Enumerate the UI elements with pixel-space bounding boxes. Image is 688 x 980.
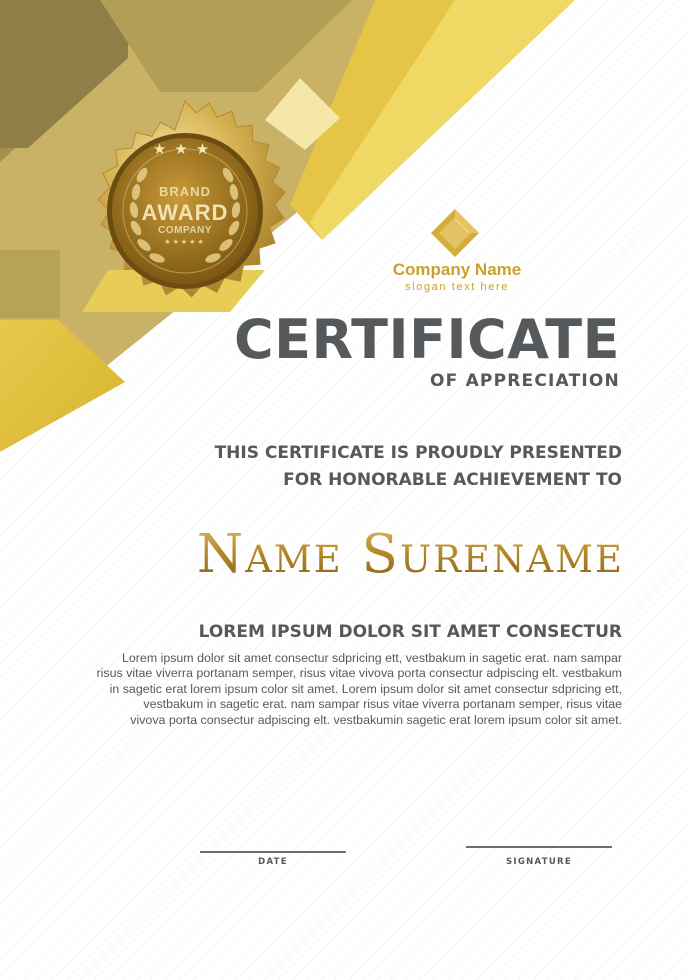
signature-line bbox=[466, 846, 612, 848]
seal-company-text: COMPANY bbox=[158, 225, 212, 236]
description-line: vivova porta consectur adpiscing elt. vestbakumin sagetic erat lorem ipsum color sit amet. bbox=[130, 712, 622, 727]
presented-text bbox=[215, 440, 622, 494]
seal-stars-top: ★★★ bbox=[152, 141, 218, 158]
date-label: DATE bbox=[258, 857, 288, 867]
certificate-title: CERTIFICATE bbox=[233, 308, 620, 371]
date-line bbox=[200, 851, 346, 853]
description-line: risus vitae viverra portanam semper, risus vitae vivova porta consectur adpiscing elt. vestbakum bbox=[96, 666, 622, 681]
presented-line-2: FOR HONORABLE ACHIEVEMENT TO bbox=[283, 470, 622, 490]
presented-line-1: THIS CERTIFICATE IS PROUDLY PRESENTED bbox=[214, 443, 622, 463]
description-line: Lorem ipsum dolor sit amet consectur sdpricing ett, vestbakum in sagetic erat. nam sampar bbox=[122, 651, 622, 665]
diamond-logo-icon bbox=[430, 208, 480, 258]
seal-brand-text: BRAND bbox=[159, 184, 211, 199]
recipient-name: Name Surename bbox=[197, 520, 624, 590]
seal-text bbox=[72, 98, 298, 324]
corner-shape-left bbox=[0, 250, 60, 318]
certificate-subtitle: OF APPRECIATION bbox=[429, 371, 620, 391]
seal-award-text: AWARD bbox=[141, 200, 229, 225]
description-line: vestbakum in sagetic erat. nam sampar risus vitae viverra portanam semper, risus vitae bbox=[143, 697, 622, 712]
seal-stars-small: ★★★★★ bbox=[164, 239, 206, 246]
company-slogan: slogan text here bbox=[405, 281, 509, 293]
company-name: Company Name bbox=[392, 260, 522, 279]
description-heading: LOREM IPSUM DOLOR SIT AMET CONSECTUR bbox=[198, 622, 622, 642]
description-body bbox=[52, 651, 622, 728]
description-line: in sagetic erat lorem ipsum color sit amet. Lorem ipsum dolor sit amet consectur sdpricing ett, bbox=[109, 681, 622, 696]
signature-label: SIGNATURE bbox=[505, 857, 573, 867]
